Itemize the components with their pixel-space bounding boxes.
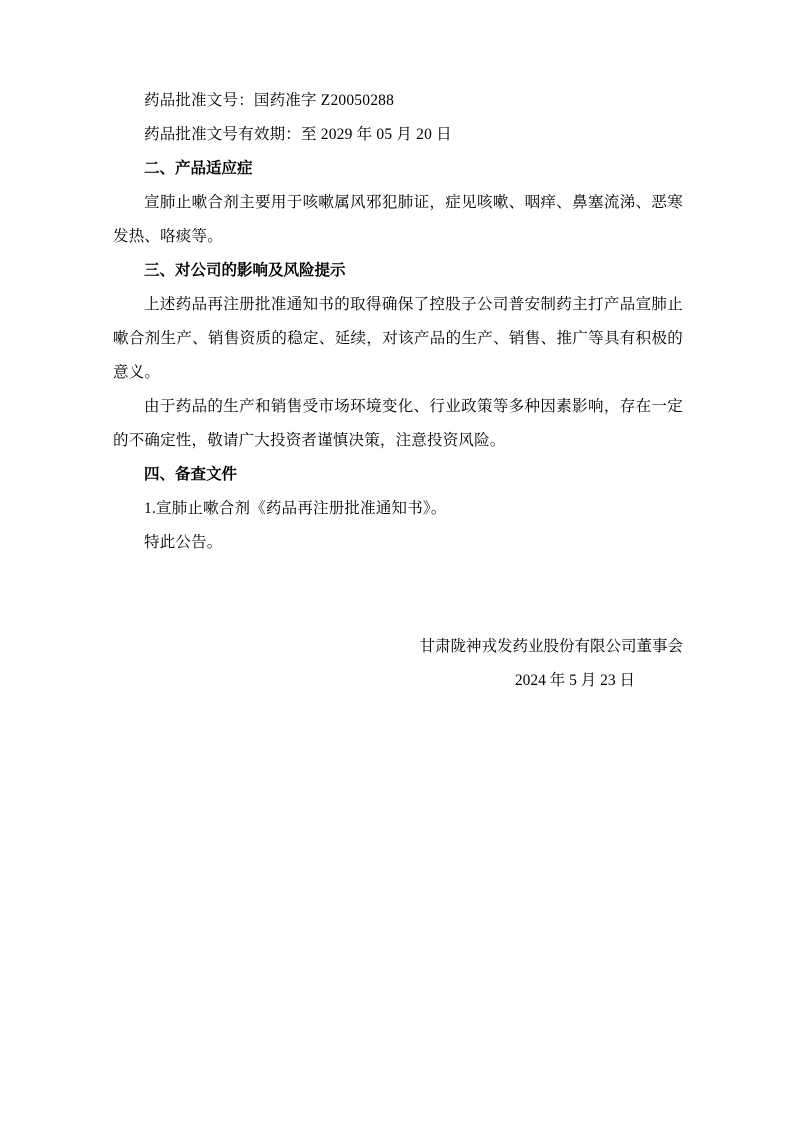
section-paragraph-impact: 上述药品再注册批准通知书的取得确保了控股子公司普安制药主打产品宣肺止嗽合剂生产、销售资质的稳定、延续，对该产品的生产、销售、推广等具有积极的意义。	[113, 296, 683, 381]
section-heading-reference-documents: 四、备查文件	[144, 466, 238, 483]
info-line-approval-number: 药品批准文号：国药准字 Z20050288	[144, 92, 395, 109]
section-paragraph-indications: 宣肺止嗽合剂主要用于咳嗽属风邪犯肺证，症见咳嗽、咽痒、鼻塞流涕、恶寒发热、咯痰等。	[113, 194, 683, 245]
section-heading-indications: 二、产品适应症	[144, 160, 253, 177]
section-heading-impact-risk: 三、对公司的影响及风险提示	[144, 262, 346, 279]
document-body	[113, 84, 683, 698]
signature-date: 2024 年 5 月 23 日	[514, 672, 635, 689]
signature-company: 甘肃陇神戎发药业股份有限公司董事会	[419, 638, 683, 655]
reference-document-item: 1.宣肺止嗽合剂《药品再注册批准通知书》。	[144, 500, 447, 517]
signature-block	[113, 630, 683, 698]
announcement-closing: 特此公告。	[144, 534, 223, 551]
section-paragraph-risk: 由于药品的生产和销售受市场环境变化、行业政策等多种因素影响，存在一定的不确定性，敬请广大投资者谨慎决策，注意投资风险。	[113, 398, 683, 449]
info-line-approval-validity: 药品批准文号有效期：至 2029 年 05 月 20 日	[144, 126, 452, 143]
